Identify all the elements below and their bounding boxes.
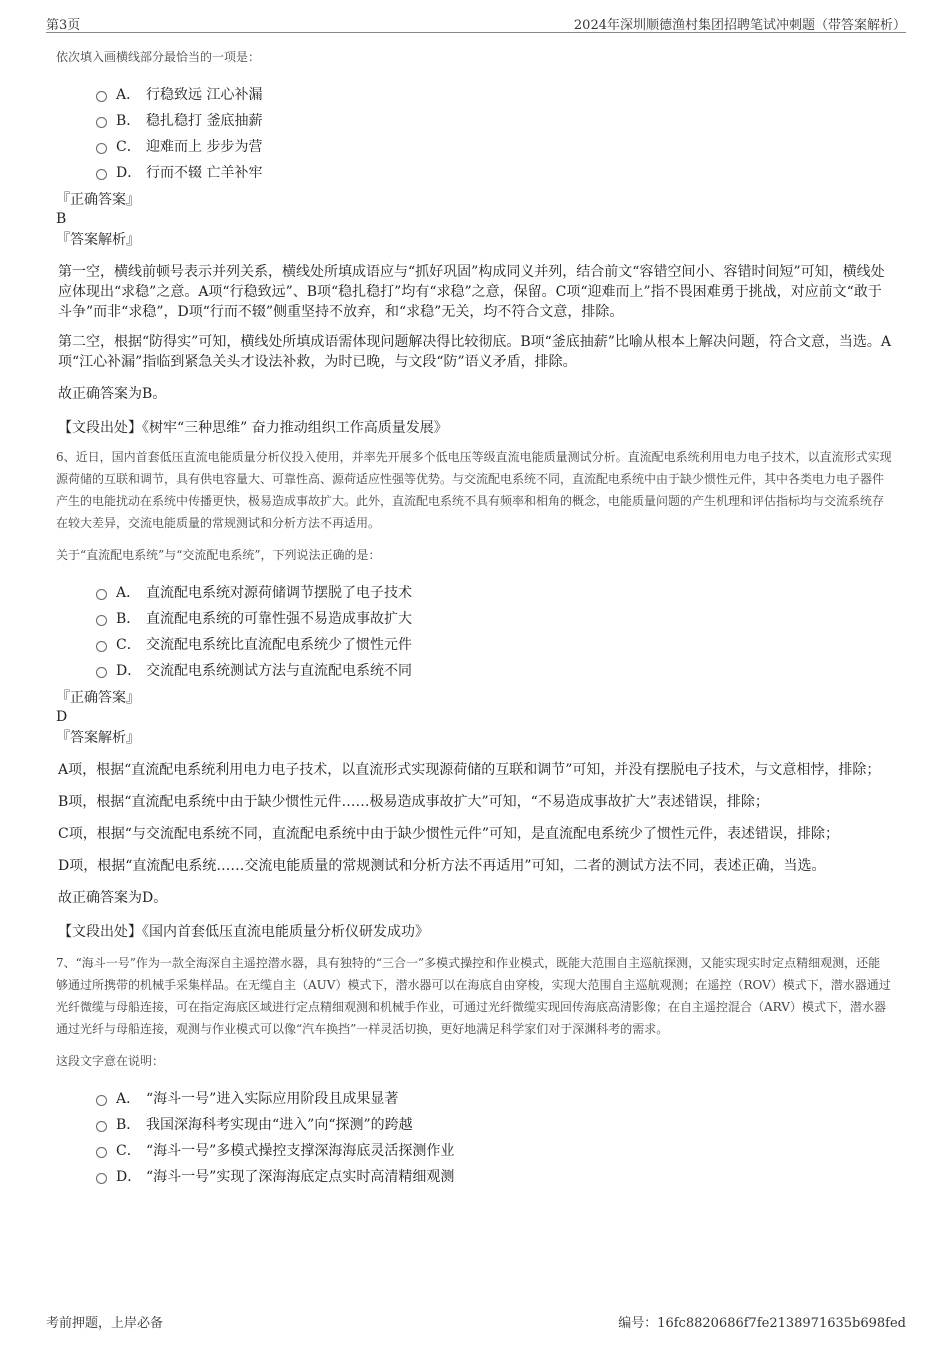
analysis-conclusion: 故正确答案为D。 — [58, 890, 168, 906]
radio-icon[interactable] — [96, 1121, 107, 1132]
analysis-label: 『答案解析』 — [56, 730, 140, 746]
answer-value: D — [56, 709, 68, 725]
answer-label: 『正确答案』 — [56, 690, 140, 706]
option-c[interactable]: C． 交流配电系统比直流配电系统少了惯性元件 — [96, 632, 892, 658]
question-stem: 这段文字意在说明： — [56, 1054, 165, 1068]
option-d[interactable]: D． 交流配电系统测试方法与直流配电系统不同 — [96, 658, 892, 684]
radio-icon[interactable] — [96, 667, 107, 678]
question-6 — [56, 446, 892, 942]
analysis-paragraph: A项，根据“直流配电系统利用电力电子技术，以直流形式实现源荷储的互联和调节”可知，并没有摆脱电子技术，与文意相悖，排除； — [58, 762, 881, 778]
analysis-paragraph: D项，根据“直流配电系统……交流电能质量的常规测试和分析方法不再适用”可知，二者的测试方法不同，表述正确，当选。 — [58, 858, 826, 874]
option-list — [56, 580, 892, 684]
radio-icon[interactable] — [96, 117, 107, 128]
option-list — [56, 1086, 892, 1190]
radio-icon[interactable] — [96, 1095, 107, 1106]
radio-icon[interactable] — [96, 589, 107, 600]
option-a[interactable]: A． 行稳致远 江心补漏 — [96, 82, 892, 108]
question-stem: 关于“直流配电系统”与“交流配电系统”，下列说法正确的是： — [56, 548, 381, 562]
page-content — [56, 46, 892, 1194]
answer-label: 『正确答案』 — [56, 192, 140, 208]
question-5 — [56, 46, 892, 438]
option-d[interactable]: D． “海斗一号”实现了深海海底定点实时高清精细观测 — [96, 1164, 892, 1190]
analysis-paragraph: 第一空，横线前顿号表示并列关系，横线处所填成语应与“抓好巩固”构成同义并列，结合前文“容错空间小、容错时间短”可知，横线处应体现出“求稳”之意。A项“行稳致远”、B项“稳扎稳打”均有“求稳”之意，保留。C项“迎难而上”指不畏困难勇于挑战，对应前文“敢于斗争”而非“求稳”，D项“行而不辍”侧重坚持不放弃，和“求稳”无关，均不符合文意，排除。 — [58, 264, 885, 320]
option-c[interactable]: C． 迎难而上 步步为营 — [96, 134, 892, 160]
analysis-conclusion: 故正确答案为B。 — [58, 386, 167, 402]
radio-icon[interactable] — [96, 641, 107, 652]
analysis-paragraph: C项，根据“与交流配电系统不同，直流配电系统中由于缺少惯性元件”可知，是直流配电系统少了惯性元件，表述错误，排除； — [58, 826, 840, 842]
question-7 — [56, 952, 892, 1190]
analysis-label: 『答案解析』 — [56, 232, 140, 248]
radio-icon[interactable] — [96, 615, 107, 626]
option-list — [56, 82, 892, 186]
page-number: 第3页 — [46, 18, 81, 33]
source-citation: 【文段出处】《树牢“三种思维” 奋力推动组织工作高质量发展》 — [58, 420, 448, 436]
analysis-paragraph: 第二空，根据“防得实”可知，横线处所填成语需体现问题解决得比较彻底。B项“釜底抽薪”比喻从根本上解决问题，符合文意，当选。A项“江心补漏”指临到紧急关头才设法补救，为时已晚，与文段“防”语义矛盾，排除。 — [58, 334, 892, 370]
page-footer — [46, 1312, 906, 1332]
analysis-paragraph: B项，根据“直流配电系统中由于缺少惯性元件……极易造成事故扩大”可知，“不易造成事故扩大”表述错误，排除； — [58, 794, 769, 810]
source-citation: 【文段出处】《国内首套低压直流电能质量分析仪研发成功》 — [58, 924, 429, 940]
document-id: 编号：16fc8820686f7fe2138971635b698fed — [618, 1316, 906, 1331]
radio-icon[interactable] — [96, 1173, 107, 1184]
option-c[interactable]: C． “海斗一号”多模式操控支撑深海海底灵活探测作业 — [96, 1138, 892, 1164]
option-d[interactable]: D． 行而不辍 亡羊补牢 — [96, 160, 892, 186]
option-b[interactable]: B． 直流配电系统的可靠性强不易造成事故扩大 — [96, 606, 892, 632]
option-a[interactable]: A． “海斗一号”进入实际应用阶段且成果显著 — [96, 1086, 892, 1112]
question-passage: 7、“海斗一号”作为一款全海深自主遥控潜水器，具有独特的“三合一”多模式操控和作业模式，既能大范围自主巡航探测，又能实现实时定点精细观测，还能够通过所携带的机械手采集样品。在无缆自主（AUV）模式下，潜水器可以在海底自由穿梭，实现大范围自主巡航观测；在遥控（ROV）模式下，潜水器通过光纤微缆与母船连接，可在指定海底区域进行定点精细观测和机械手作业，可通过光纤微缆实现回传海底高清影像；在自主遥控混合（ARV）模式下，潜水器通过光纤与母船连接，观测与作业模式可以像“汽车换挡”一样灵活切换，更好地满足科学家们对于深渊科考的需求。 — [56, 956, 891, 1036]
answer-value: B — [56, 211, 67, 227]
radio-icon[interactable] — [96, 143, 107, 154]
option-a[interactable]: A． 直流配电系统对源荷储调节摆脱了电子技术 — [96, 580, 892, 606]
radio-icon[interactable] — [96, 91, 107, 102]
option-b[interactable]: B． 我国深海科考实现由“进入”向“探测”的跨越 — [96, 1112, 892, 1138]
option-b[interactable]: B． 稳扎稳打 釜底抽薪 — [96, 108, 892, 134]
page-header — [46, 12, 906, 33]
radio-icon[interactable] — [96, 169, 107, 180]
footer-slogan: 考前押题，上岸必备 — [46, 1316, 164, 1331]
radio-icon[interactable] — [96, 1147, 107, 1158]
document-title: 2024年深圳顺德渔村集团招聘笔试冲刺题（带答案解析） — [573, 18, 906, 33]
question-passage: 6、近日，国内首套低压直流电能质量分析仪投入使用，并率先开展多个低电压等级直流电能质量测试分析。直流配电系统利用电力电子技术，以直流形式实现源荷储的互联和调节，具有供电容量大、可靠性高、源荷适应性强等优势。与交流配电系统不同，直流配电系统中由于缺少惯性元件，其中各类电力电子器件产生的电能扰动在系统中传播更快，极易造成事故扩大。此外，直流配电系统不具有频率和相角的概念，电能质量问题的产生机理和评估指标均与交流系统存在较大差异，交流电能质量的常规测试和分析方法不再适用。 — [56, 450, 892, 530]
question-stem: 依次填入画横线部分最恰当的一项是： — [56, 50, 261, 64]
